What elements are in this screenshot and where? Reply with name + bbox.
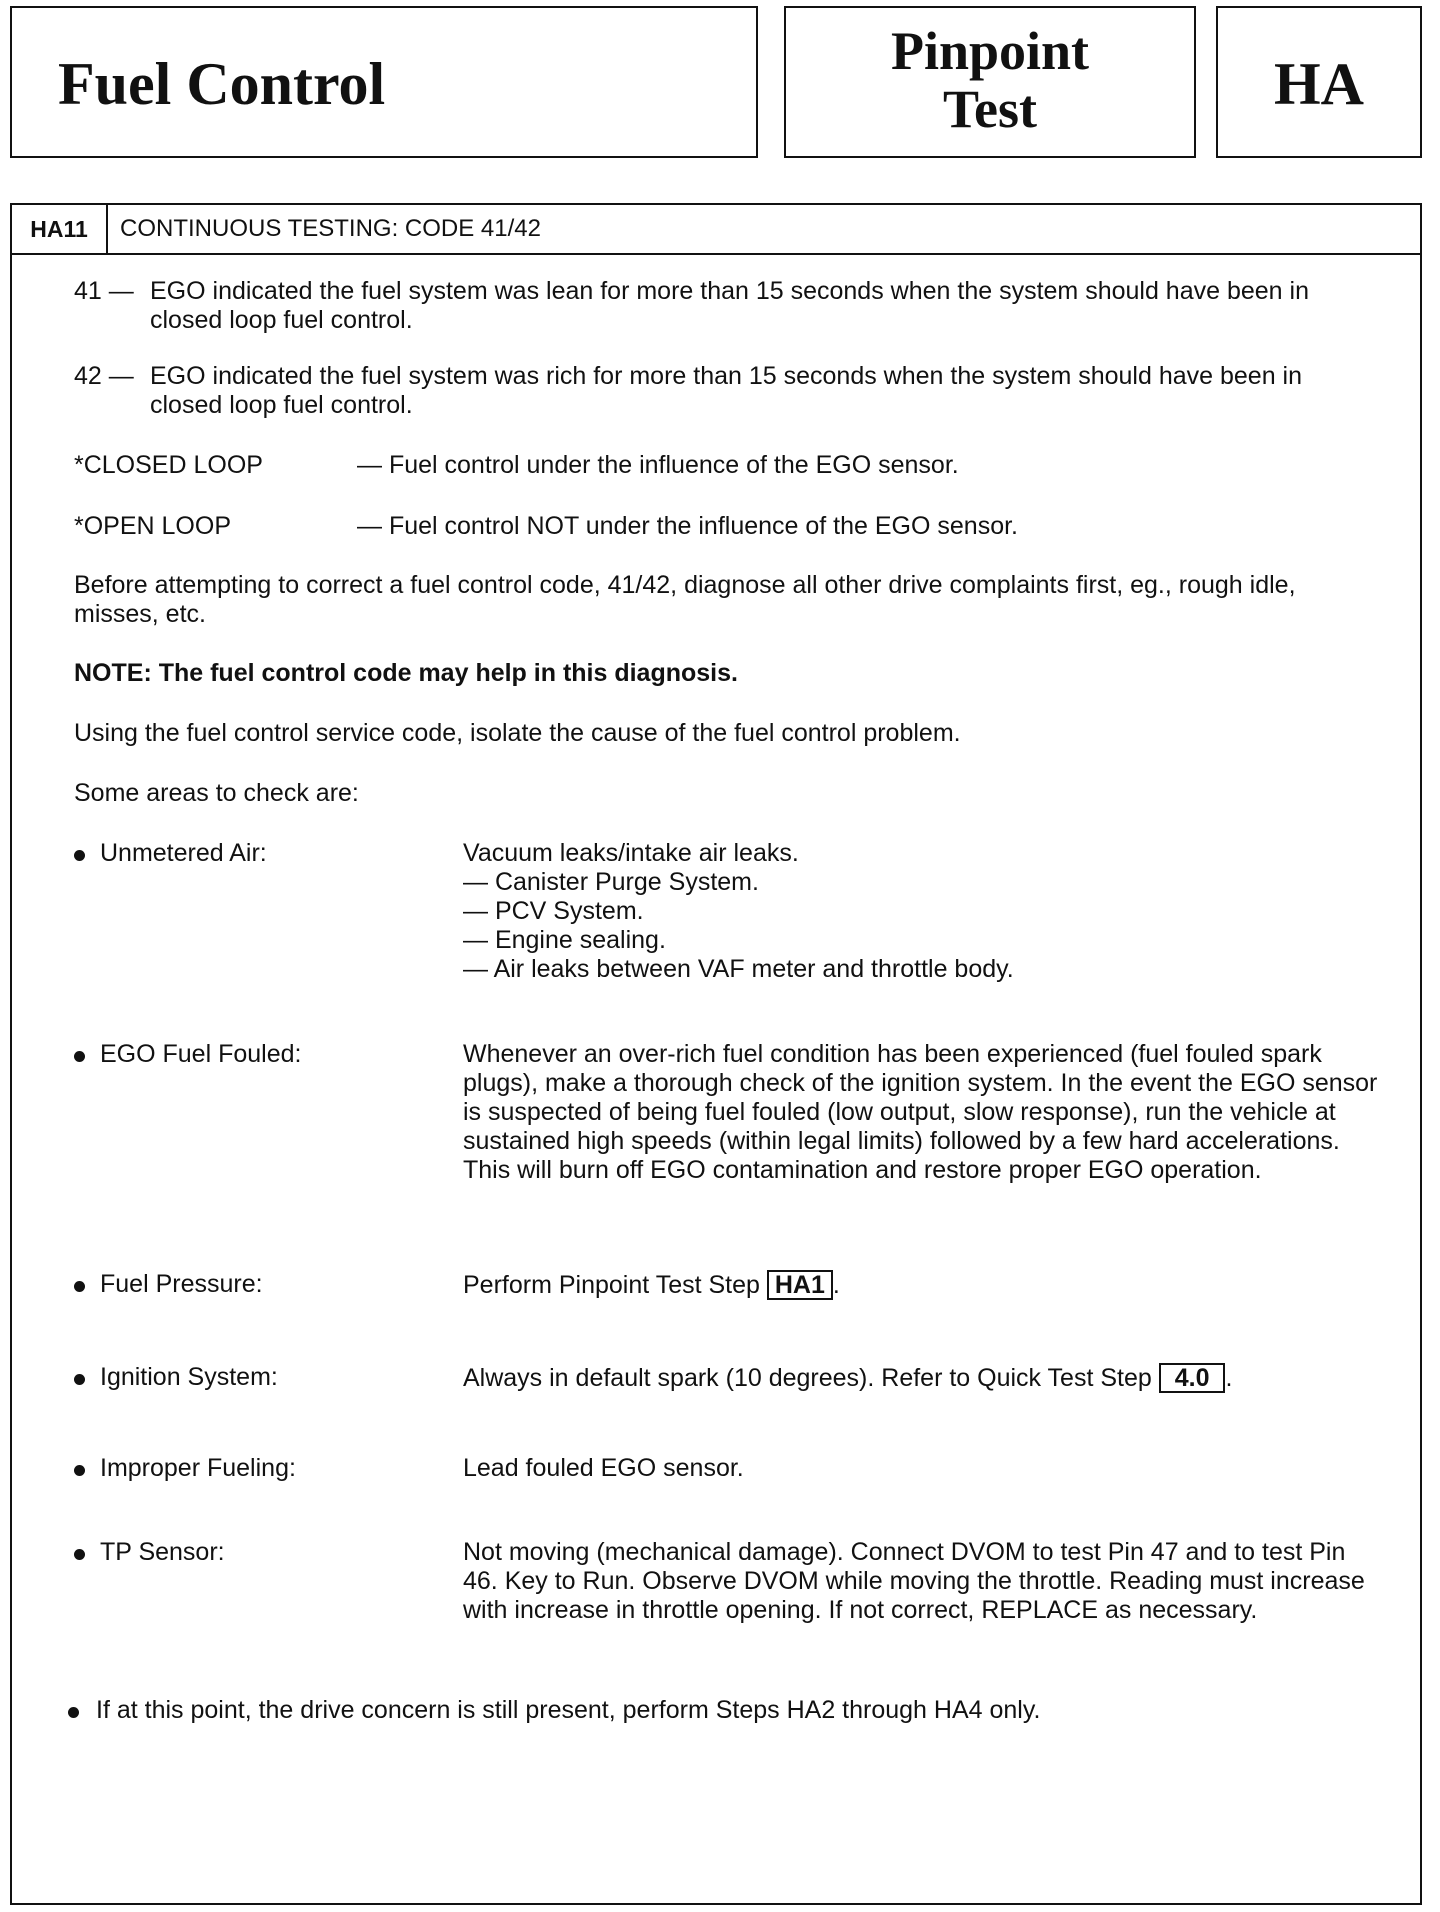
fuel-pressure-instruction: Perform Pinpoint Test Step [463,1271,760,1299]
bullet-icon [74,1549,85,1560]
ego-fuel-fouled-text: Whenever an over-rich fuel condition has been experienced (fuel fouled spark plugs), make a thorough check of the ignition system. In the event the EGO sensor is suspected of being fuel fouled (low output, slow response), run the vehicle at sustained high speeds (within legal limits) followed by a few hard accelerations. This will burn off EGO contamination and restore proper EGO operation. [463,1040,1378,1184]
fuel-pressure-label: Fuel Pressure: [100,1270,263,1298]
areas-intro: Some areas to check are: [74,779,359,807]
intro-paragraph: Before attempting to correct a fuel control code, 41/42, diagnose all other drive complaints first, eg., rough idle, misses, etc. [74,571,1296,628]
ignition-system-label: Ignition System: [100,1363,278,1391]
improper-fueling-label: Improper Fueling: [100,1454,296,1482]
step-heading: CONTINUOUS TESTING: CODE 41/42 [120,215,541,242]
section-title-line2: Test [942,79,1038,139]
closed-loop-term: *CLOSED LOOP [74,451,263,479]
ego-fuel-fouled-label: EGO Fuel Fouled: [100,1040,302,1068]
step-4-0-reference[interactable]: 4.0 [1159,1363,1226,1393]
bullet-icon [74,1281,85,1292]
unmetered-line-2: — Canister Purge System. [463,868,759,896]
step-ha1-reference[interactable]: HA1 [767,1270,833,1300]
note-text: NOTE: The fuel control code may help in this diagnosis. [74,659,738,687]
unmetered-line-5: — Air leaks between VAF meter and throttle body. [463,955,1014,983]
code-41-text: EGO indicated the fuel system was lean for more than 15 seconds when the system should have been in closed loop fuel control. [150,277,1309,334]
header-code-box [1216,6,1422,158]
unmetered-line-1: Vacuum leaks/intake air leaks. [463,839,799,867]
open-loop-definition: — Fuel control NOT under the influence of the EGO sensor. [357,512,1018,540]
ignition-system-text [463,1363,1232,1393]
bullet-icon [74,850,85,861]
page-title: Fuel Control [58,51,386,117]
tp-sensor-label: TP Sensor: [100,1538,225,1566]
tp-sensor-text: Not moving (mechanical damage). Connect DVOM to test Pin 47 and to test Pin 46. Key to Run. Observe DVOM while moving the throttle. Reading must increase with increase in throttle opening. If not correct, REPLACE as necessary. [463,1538,1365,1624]
bullet-icon [68,1707,79,1718]
improper-fueling-text: Lead fouled EGO sensor. [463,1454,744,1482]
fuel-pressure-period: . [832,1271,840,1299]
section-title-line1: Pinpoint [890,21,1090,81]
unmetered-line-4: — Engine sealing. [463,926,666,954]
ignition-instruction: Always in default spark (10 degrees). Refer to Quick Test Step [463,1364,1152,1392]
code-42-number: 42 — [74,362,134,390]
fuel-pressure-text [463,1270,840,1300]
ignition-period: . [1225,1364,1233,1392]
step-panel [10,203,1422,1905]
unmetered-air-label: Unmetered Air: [100,839,267,867]
code-41-number: 41 — [74,277,134,305]
bullet-icon [74,1465,85,1476]
step-header-bar [12,205,1420,255]
step-id: HA11 [12,205,108,253]
header-section-box [784,6,1196,158]
closed-loop-definition: — Fuel control under the influence of the EGO sensor. [357,451,959,479]
section-title [786,22,1194,138]
bullet-icon [74,1374,85,1385]
code-42-text: EGO indicated the fuel system was rich for more than 15 seconds when the system should have been in closed loop fuel control. [150,362,1303,419]
bullet-icon [74,1051,85,1062]
using-paragraph: Using the fuel control service code, isolate the cause of the fuel control problem. [74,719,961,747]
header-title-box [10,6,758,158]
unmetered-line-3: — PCV System. [463,897,644,925]
open-loop-term: *OPEN LOOP [74,512,231,540]
section-code: HA [1274,51,1364,117]
final-instruction: If at this point, the drive concern is still present, perform Steps HA2 through HA4 only. [96,1696,1041,1724]
